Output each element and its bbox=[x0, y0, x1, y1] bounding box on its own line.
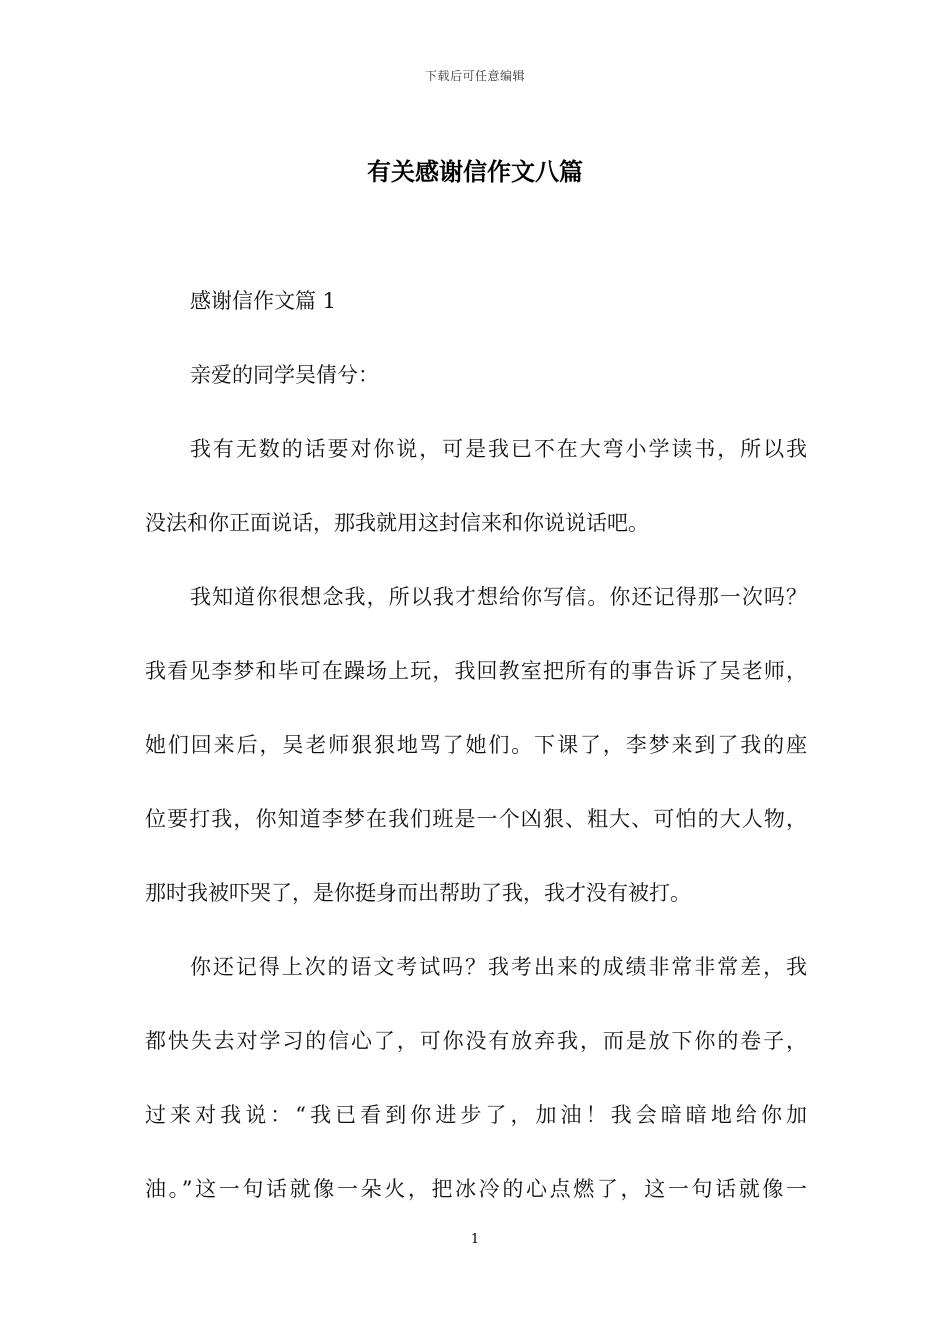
document-body bbox=[145, 283, 807, 1208]
paragraph-line: 我知道你很想念我，所以我才想给你写信。你还记得那一次吗？ bbox=[190, 585, 807, 609]
page-number: 1 bbox=[470, 1232, 480, 1247]
paragraph-line: 没法和你正面说话，那我就用这封信来和你说说话吧。 bbox=[145, 511, 649, 535]
paragraph-line: 你还记得上次的语文考试吗？我考出来的成绩非常非常差，我 bbox=[190, 955, 807, 979]
paragraph-line: 我有无数的话要对你说，可是我已不在大弯小学读书，所以我 bbox=[190, 437, 807, 461]
paragraph-line: 位要打我，你知道李梦在我们班是一个凶狠、粗大、可怕的大人物， bbox=[145, 807, 807, 831]
document-title: 有关感谢信作文八篇 bbox=[367, 157, 583, 186]
section-heading: 感谢信作文篇 1 bbox=[190, 289, 337, 313]
paragraph-line: 都快失去对学习的信心了，可你没有放弃我，而是放下你的卷子， bbox=[145, 1029, 807, 1053]
salutation: 亲爱的同学吴倩兮： bbox=[190, 363, 379, 387]
paragraph-line: 那时我被吓哭了，是你挺身而出帮助了我，我才没有被打。 bbox=[145, 881, 691, 905]
paragraph-line: 她们回来后，吴老师狠狠地骂了她们。下课了，李梦来到了我的座 bbox=[145, 733, 807, 757]
paragraph-line: 过来对我说：“我已看到你进步了，加油！我会暗暗地给你加 bbox=[145, 1103, 807, 1127]
paragraph-line: 油。”这一句话就像一朵火，把冰冷的心点燃了，这一句话就像一 bbox=[145, 1177, 807, 1201]
header-note: 下载后可任意编辑 bbox=[424, 69, 525, 83]
paragraph-line: 我看见李梦和毕可在躁场上玩，我回教室把所有的事告诉了吴老师， bbox=[145, 659, 807, 683]
